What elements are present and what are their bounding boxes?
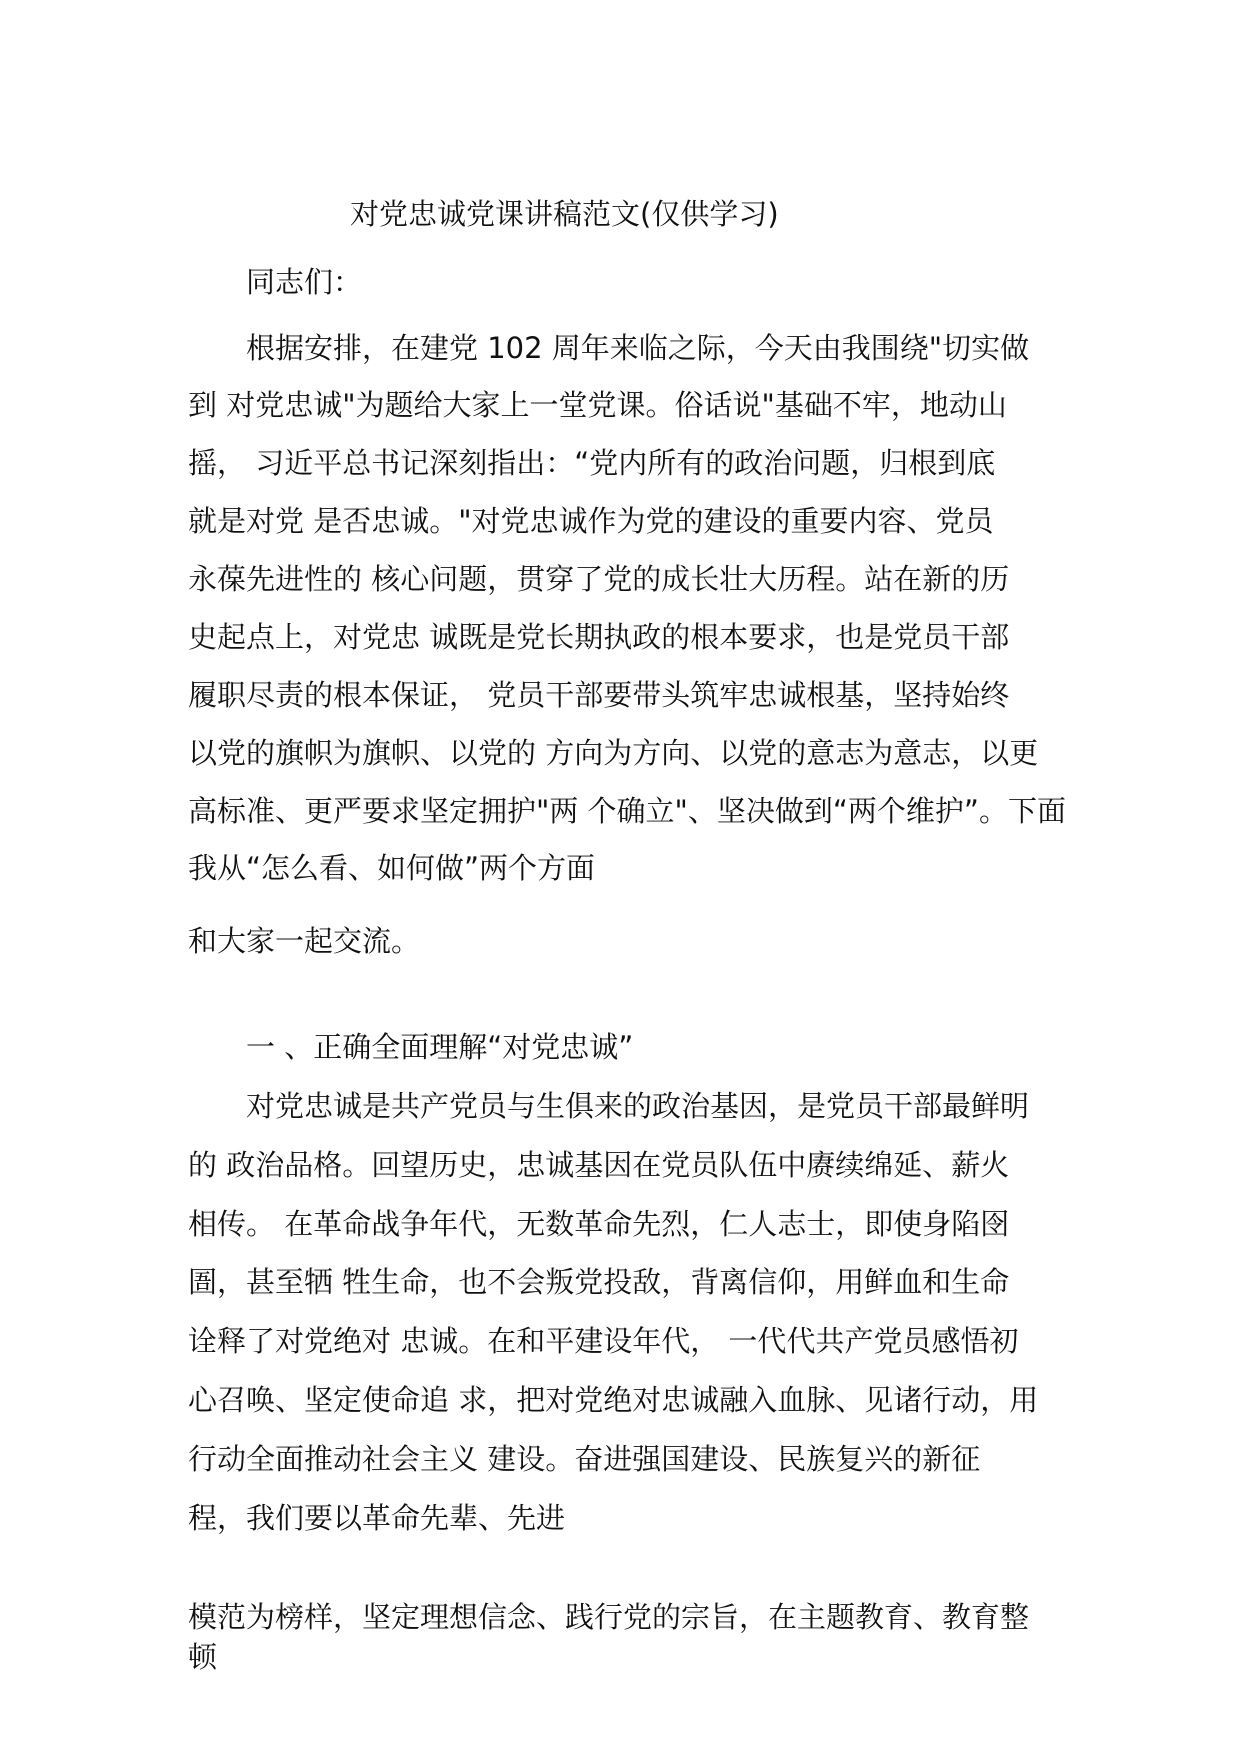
- paragraph-line: 根据安排，在建党 102 周年来临之际，今天由我围绕"切实做: [246, 331, 1030, 365]
- salutation: 同志们：: [246, 265, 363, 299]
- document-title: 对党忠诚党课讲稿范文(仅供学习): [350, 197, 779, 231]
- paragraph-line: 履职尽责的根本保证， 党员干部要带头筑牢忠诚根基，坚持始终: [188, 678, 1010, 712]
- paragraph-line: 对党忠诚是共产党员与生俱来的政治基因，是党员干部最鲜明: [246, 1089, 1030, 1123]
- paragraph-line: 以党的旗帜为旗帜、以党的 方向为方向、以党的意志为意志，以更: [188, 736, 1039, 770]
- paragraph-line: 高标准、更严要求坚定拥护"两 个确立"、坚决做到“两个维护”。下面: [188, 794, 1066, 828]
- paragraph-line: 相传。 在革命战争年代，无数革命先烈，仁人志士，即使身陷囹: [188, 1207, 1010, 1241]
- paragraph-line: 我从“怎么看、如何做”两个方面: [188, 851, 596, 885]
- paragraph-line: 就是对党 是否忠诚。"对党忠诚作为党的建设的重要内容、党员: [188, 504, 994, 538]
- paragraph-line: 模范为榜样，坚定理想信念、践行党的宗旨，在主题教育、教育整: [188, 1600, 1030, 1634]
- paragraph-line: 圄，甚至牺 牲生命，也不会叛党投敌，背离信仰，用鲜血和生命: [188, 1265, 1010, 1299]
- paragraph-line: 史起点上，对党忠 诚既是党长期执政的根本要求，也是党员干部: [188, 620, 1010, 654]
- paragraph-line: 心召唤、坚定使命追 求，把对党绝对忠诚融入血脉、见诸行动，用: [188, 1383, 1039, 1417]
- paragraph-line: 程，我们要以革命先辈、先进: [188, 1501, 566, 1535]
- paragraph-line: 的 政治品格。回望历史，忠诚基因在党员队伍中赓续绵延、薪火: [188, 1148, 1010, 1182]
- paragraph-line: 诠释了对党绝对 忠诚。在和平建设年代， 一代代共产党员感悟初: [188, 1324, 1019, 1358]
- paragraph-line: 行动全面推动社会主义 建设。奋进强国建设、民族复兴的新征: [188, 1442, 981, 1476]
- paragraph-line: 和大家一起交流。: [188, 924, 421, 958]
- paragraph-line: 顿: [188, 1640, 218, 1674]
- paragraph-line: 摇， 习近平总书记深刻指出：“党内所有的政治问题，归根到底: [188, 446, 996, 480]
- paragraph-line: 永葆先进性的 核心问题，贯穿了党的成长壮大历程。站在新的历: [188, 562, 1010, 596]
- paragraph-line: 到 对党忠诚"为题给大家上一堂党课。俗话说"基础不牢，地动山: [188, 388, 1007, 422]
- section-heading: 一 、正确全面理解“对党忠诚”: [246, 1030, 634, 1064]
